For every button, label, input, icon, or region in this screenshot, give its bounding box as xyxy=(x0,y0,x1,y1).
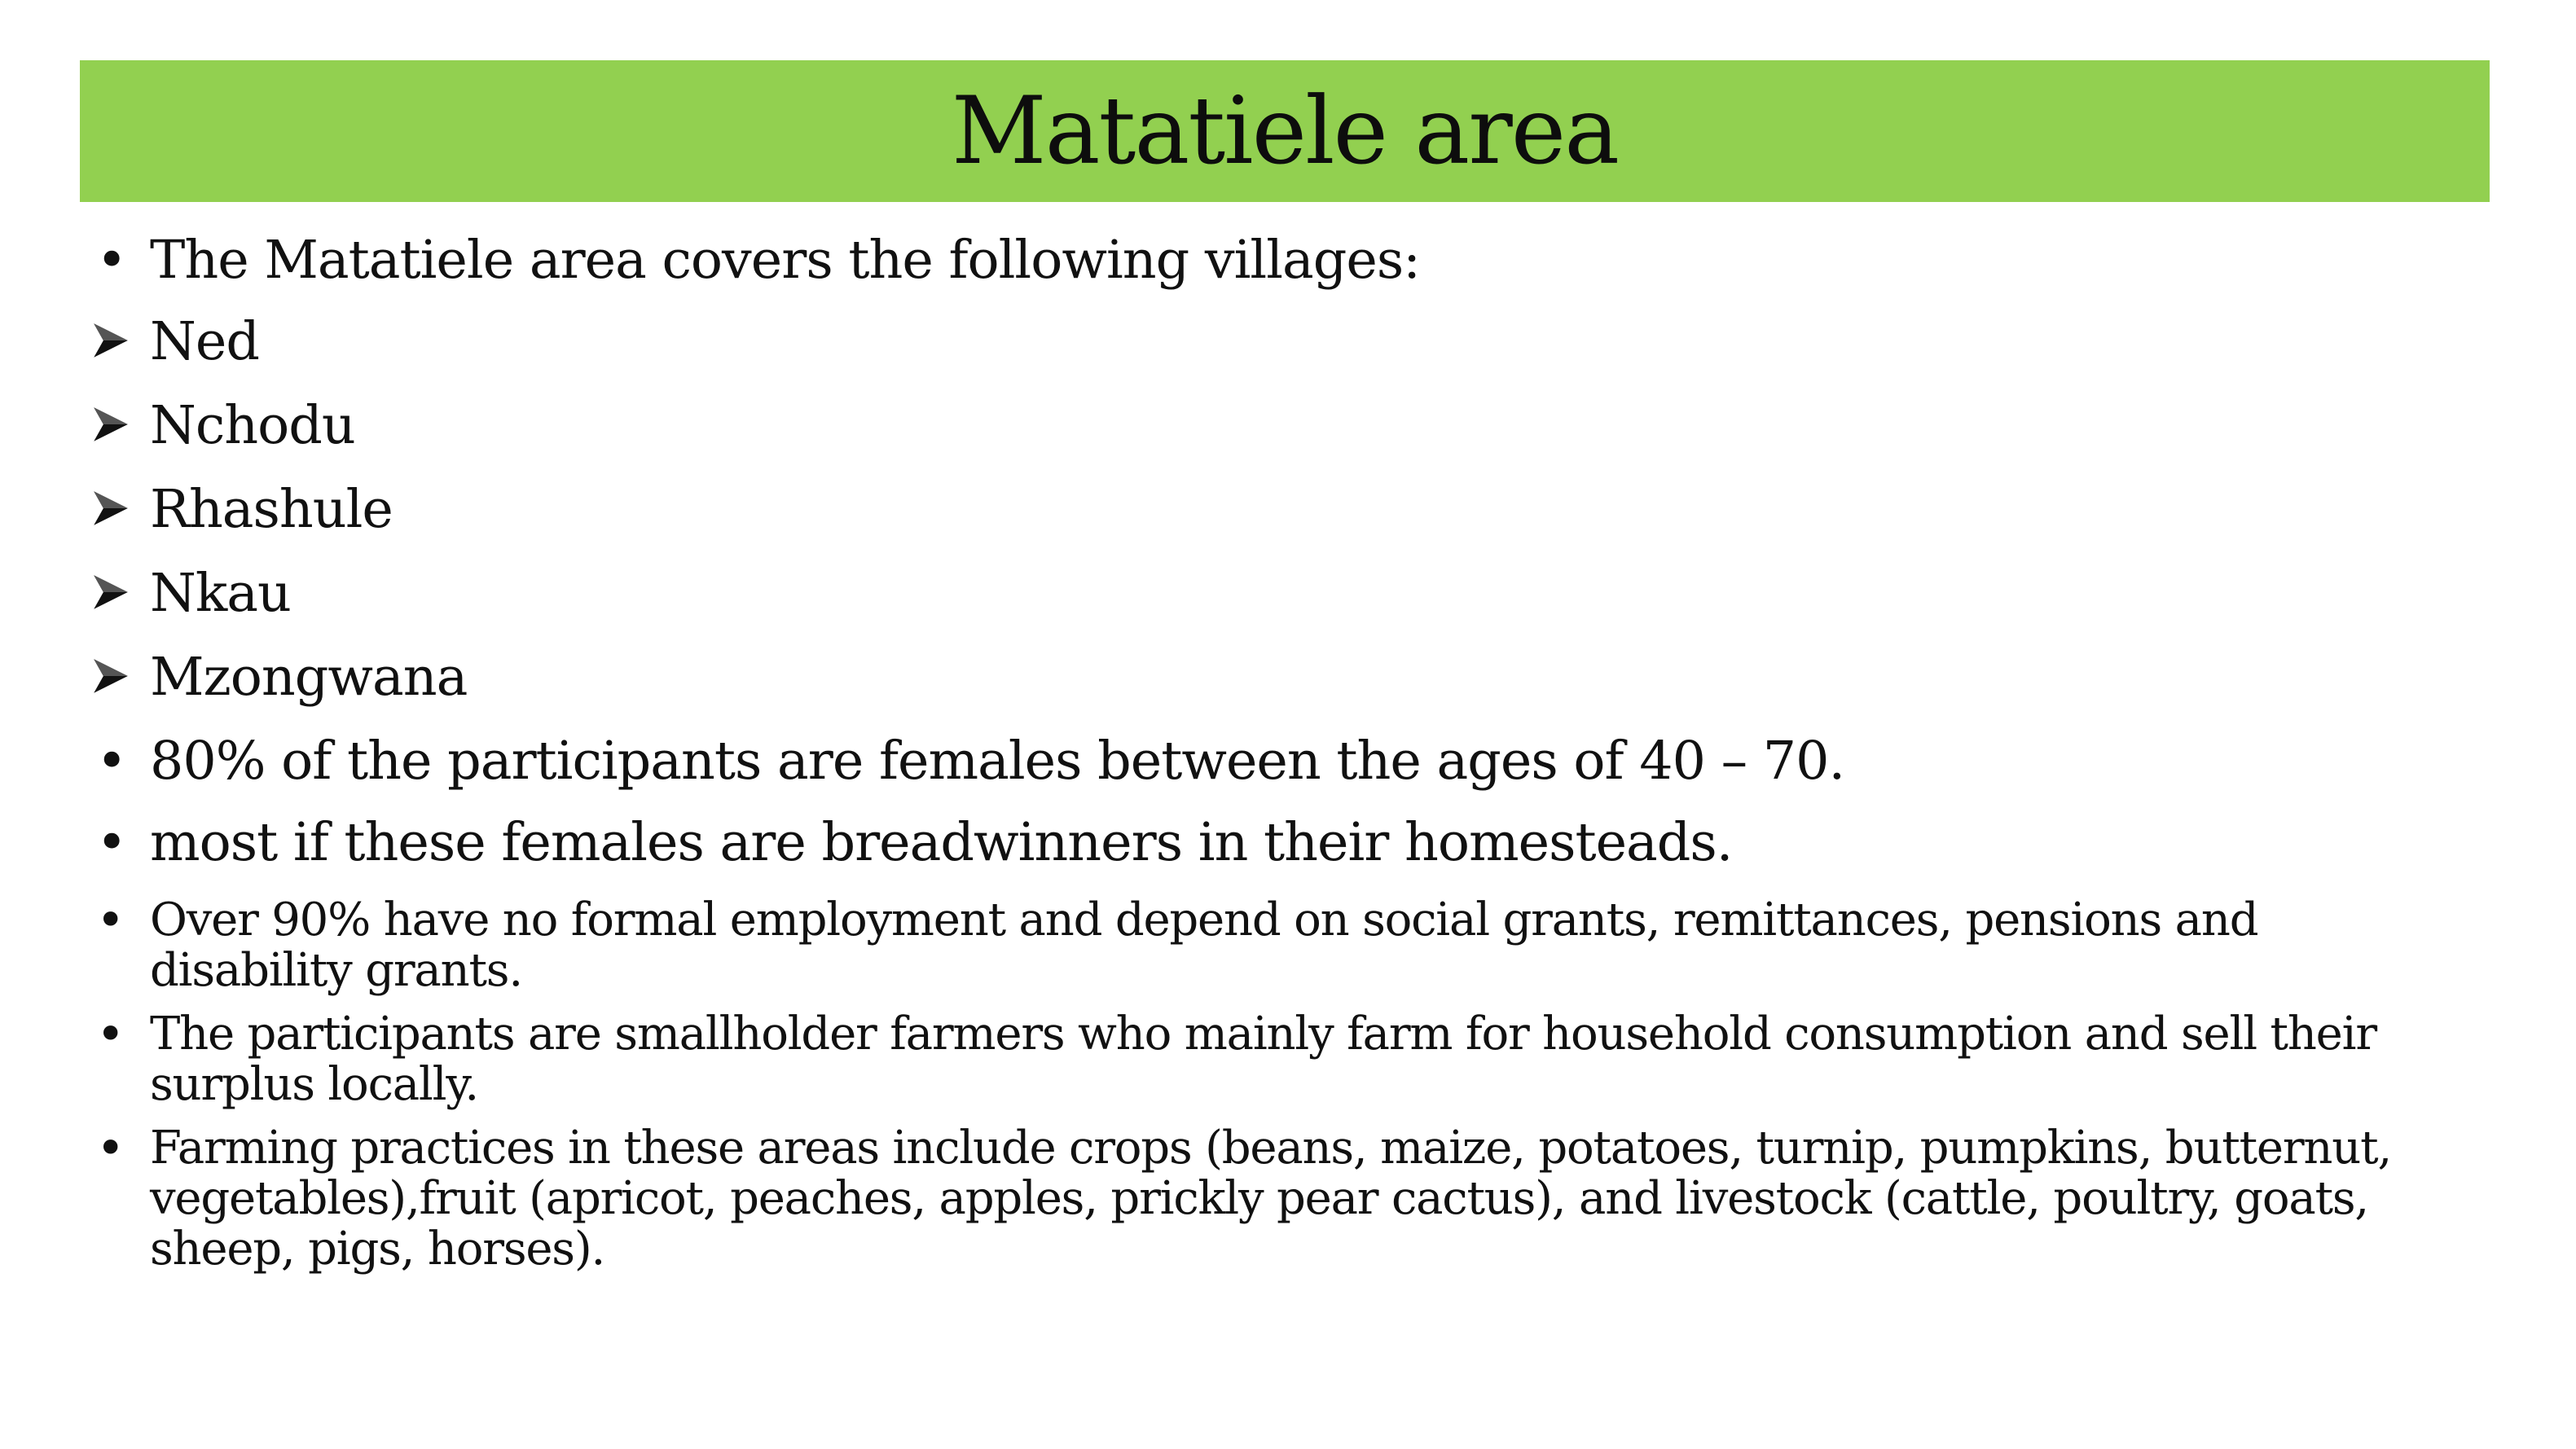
list-item xyxy=(90,637,2468,721)
bullet-marker: • xyxy=(96,1120,125,1177)
arrow-bullet-icon xyxy=(90,301,150,385)
arrow-bullet-icon xyxy=(90,637,150,721)
list-item-text: The Matatiele area covers the following villages: xyxy=(150,230,1421,291)
list-item-text: Over 90% have no formal employment and depend on social grants, remittances, pensions and disability grants. xyxy=(150,894,2258,997)
list-item xyxy=(90,469,2468,553)
list-item xyxy=(90,220,2468,301)
list-item xyxy=(90,1120,2468,1276)
arrow-bullet-icon xyxy=(90,553,150,637)
list-item-text: Ned xyxy=(150,311,259,372)
list-item xyxy=(90,721,2468,802)
list-item-text: Rhashule xyxy=(150,479,393,540)
list-item xyxy=(90,892,2468,997)
bullet-marker: • xyxy=(96,731,127,792)
list-item xyxy=(90,553,2468,637)
list-item-text: most if these females are breadwinners in their homesteads. xyxy=(150,812,1733,873)
list-item xyxy=(90,802,2468,884)
bullet-marker: • xyxy=(96,230,127,291)
list-item xyxy=(90,1006,2468,1111)
arrow-bullet-icon xyxy=(90,385,150,469)
bullet-marker: • xyxy=(96,892,125,949)
bullet-list xyxy=(90,220,2468,1288)
list-item-text: The participants are smallholder farmers who mainly farm for household consumption and sell their surplus locally. xyxy=(150,1008,2376,1111)
list-item xyxy=(90,385,2468,469)
title-banner xyxy=(80,60,2490,202)
slide-title: Matatiele area xyxy=(951,77,1619,185)
list-item-text: Mzongwana xyxy=(150,647,468,708)
list-item xyxy=(90,301,2468,385)
list-item-text: Nkau xyxy=(150,563,291,624)
list-item-text: Nchodu xyxy=(150,395,355,456)
bullet-marker: • xyxy=(96,812,127,873)
list-item-text: 80% of the participants are females between the ages of 40 – 70. xyxy=(150,731,1845,792)
list-item-text: Farming practices in these areas include crops (beans, maize, potatoes, turnip, pumpkins, butternut, vegetables),fruit (apricot, peaches, apples, prickly pear cactus), and livestock (cattle, poultry, goats, sheep, pigs, horses). xyxy=(150,1122,2392,1276)
bullet-marker: • xyxy=(96,1006,125,1063)
arrow-bullet-icon xyxy=(90,469,150,553)
